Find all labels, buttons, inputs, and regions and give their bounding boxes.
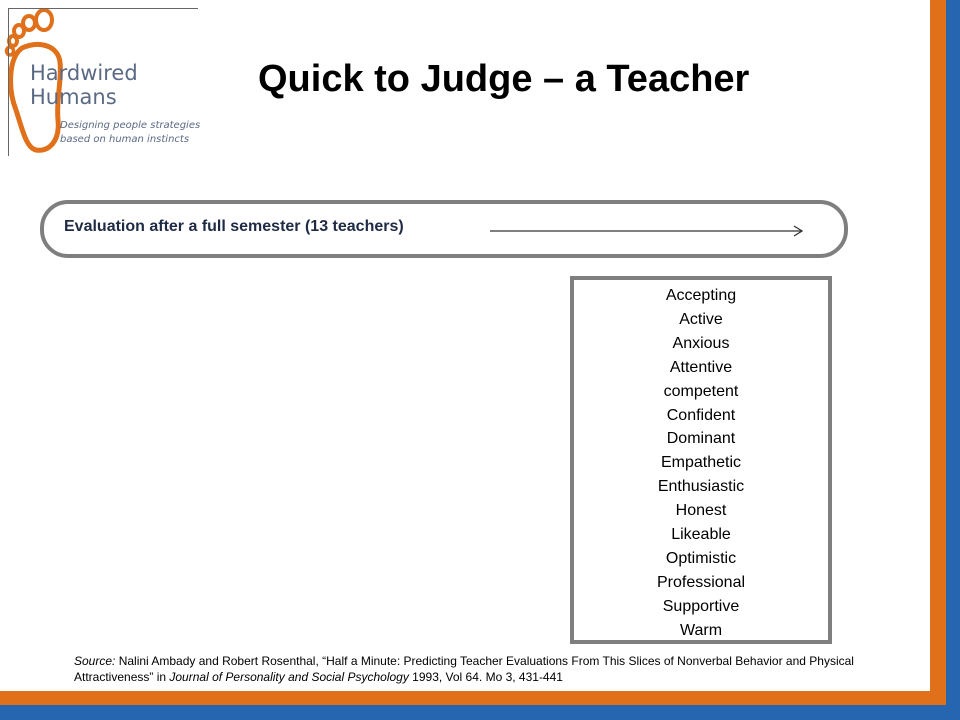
logo-line2: Humans	[30, 85, 117, 109]
hardwired-humans-logo	[0, 0, 200, 158]
trait-item: Empathetic	[660, 454, 742, 472]
slide-title: Quick to Judge – a Teacher	[258, 58, 750, 100]
trait-item: Attentive	[669, 358, 733, 376]
logo-line1: Hardwired	[30, 61, 138, 85]
trait-item: Professional	[656, 573, 746, 591]
right-border-blue	[946, 0, 960, 720]
evaluation-banner	[40, 200, 848, 258]
trait-item: Optimistic	[665, 549, 737, 567]
source-journal: Journal of Personality and Social Psychology	[169, 670, 409, 684]
traits-list	[574, 280, 828, 643]
bottom-border-blue	[0, 705, 960, 720]
logo-tagline1: Designing people strategies	[60, 120, 200, 131]
logo-frame-top	[8, 8, 198, 9]
source-text-1: Nalini Ambady and Robert Rosenthal, “Half a Minute: Predicting Teacher Evaluations From This Slices of Nonverbal Behavior and Physical Attractiveness” in	[74, 654, 854, 684]
source-prefix: Source:	[74, 654, 116, 668]
footprint-icon	[0, 0, 200, 158]
trait-item: Confident	[666, 406, 736, 424]
trait-item: competent	[663, 382, 739, 400]
logo-frame-left	[8, 8, 9, 156]
trait-item: Warm	[679, 621, 723, 639]
trait-item: Supportive	[662, 597, 740, 615]
trait-item: Enthusiastic	[657, 478, 745, 496]
bottom-border-orange	[0, 691, 930, 705]
traits-box	[570, 276, 832, 644]
trait-item: Dominant	[666, 430, 736, 448]
right-border-orange	[930, 0, 946, 720]
source-citation	[74, 653, 904, 685]
evaluation-label: Evaluation after a full semester (13 teachers)	[64, 218, 404, 235]
right-arrow-icon	[490, 224, 810, 238]
trait-item: Anxious	[672, 334, 730, 352]
logo-tagline2: based on human instincts	[60, 134, 190, 145]
trait-item: Active	[679, 310, 723, 328]
trait-item: Accepting	[665, 287, 737, 304]
trait-item: Honest	[675, 502, 727, 520]
trait-item: Likeable	[671, 526, 731, 544]
source-text-2: 1993, Vol 64. Mo 3, 431-441	[408, 670, 563, 684]
